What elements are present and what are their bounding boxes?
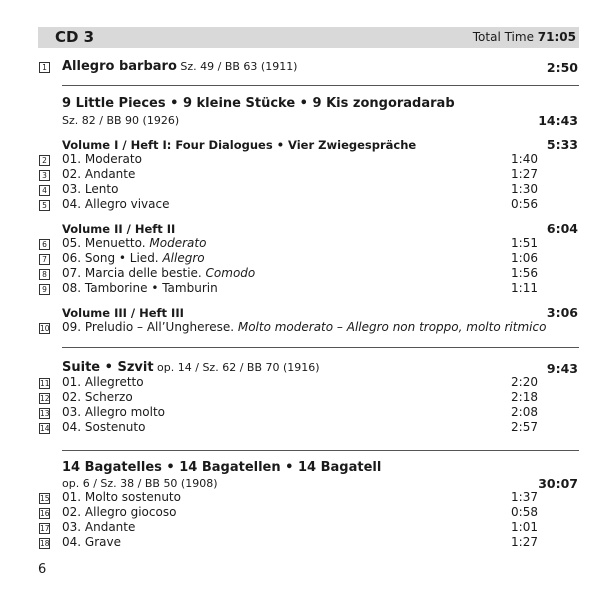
work-title: 14 Bagatelles • 14 Bagatellen • 14 Bagatell: [62, 460, 382, 475]
track-number: 2: [39, 155, 50, 166]
track-time: 1:11: [511, 281, 538, 295]
volume-time: 6:04: [546, 221, 578, 236]
work-time: 9:43: [546, 361, 578, 376]
track-title: 08. Tamborine • Tamburin: [62, 281, 218, 295]
track-number: 1: [39, 62, 50, 73]
work-catalog: op. 6 / Sz. 38 / BB 50 (1908): [62, 477, 218, 490]
track-title: 09. Preludio – All’Ungherese. Molto moderato – Allegro non troppo, molto ritmico: [62, 320, 547, 334]
volume-title: Volume II / Heft II: [62, 222, 176, 236]
track-number: 7: [39, 254, 50, 265]
track-number: 15: [40, 494, 50, 503]
track-time: 0:56: [511, 197, 538, 211]
track-number: 3: [39, 170, 50, 181]
cd-label: CD 3: [55, 28, 95, 46]
work-title: Allegro barbaro Sz. 49 / BB 63 (1911): [62, 59, 298, 74]
track-number: 4: [39, 185, 50, 196]
volume-title: Volume I / Heft I: Four Dialogues • Vier Zwiegespräche: [62, 138, 417, 152]
cd-header-bar: [38, 27, 579, 48]
track-title: 06. Song • Lied. Allegro: [62, 251, 205, 265]
track-number: 13: [40, 409, 50, 418]
track-number: 11: [40, 379, 50, 388]
track-time: 1:27: [511, 535, 538, 549]
track-time: 0:58: [511, 505, 538, 519]
divider: [62, 450, 579, 451]
track-title: 01. Moderato: [62, 152, 142, 166]
volume-time: 3:06: [546, 305, 578, 320]
track-title: 01. Allegretto: [62, 375, 144, 389]
track-number: 9: [39, 284, 50, 295]
divider: [62, 347, 579, 348]
track-number: 8: [39, 269, 50, 280]
track-title: 04. Sostenuto: [62, 420, 146, 434]
work-time: 30:07: [538, 476, 578, 491]
track-title: 02. Scherzo: [62, 390, 133, 404]
track-title: 01. Molto sostenuto: [62, 490, 181, 504]
work-time: 14:43: [538, 113, 578, 128]
work-title: Suite • Szvit op. 14 / Sz. 62 / BB 70 (1916): [62, 360, 320, 375]
track-number: 14: [40, 424, 50, 433]
track-time: 1:40: [511, 152, 538, 166]
track-time: 1:37: [511, 490, 538, 504]
total-time: Total Time 71:05: [472, 30, 576, 44]
track-title: 07. Marcia delle bestie. Comodo: [62, 266, 256, 280]
page-number: 6: [38, 562, 47, 577]
volume-time: 5:33: [546, 137, 578, 152]
track-title: 03. Allegro molto: [62, 405, 166, 419]
track-time: 1:56: [511, 266, 538, 280]
track-time: 2:08: [511, 405, 538, 419]
track-time: 1:01: [511, 520, 538, 534]
track-time: 2:20: [511, 375, 538, 389]
track-time: 2:57: [511, 420, 538, 434]
track-time: 1:51: [511, 236, 538, 250]
track-number: 5: [39, 200, 50, 211]
track-time: 1:27: [511, 167, 538, 181]
track-number: 17: [40, 524, 50, 533]
track-time: 2:18: [511, 390, 538, 404]
track-title: 03. Andante: [62, 520, 136, 534]
track-time: 1:06: [511, 251, 538, 265]
work-time: 2:50: [546, 60, 578, 75]
track-title: 05. Menuetto. Moderato: [62, 236, 207, 250]
track-number: 18: [40, 539, 50, 548]
track-number: 6: [39, 239, 50, 250]
track-title: 03. Lento: [62, 182, 119, 196]
work-catalog: Sz. 82 / BB 90 (1926): [62, 114, 180, 127]
track-title: 04. Allegro vivace: [62, 197, 170, 211]
track-number: 10: [40, 324, 50, 333]
track-title: 02. Andante: [62, 167, 136, 181]
track-number: 16: [40, 509, 50, 518]
volume-title: Volume III / Heft III: [62, 306, 184, 320]
work-title: 9 Little Pieces • 9 kleine Stücke • 9 Kis zongoradarab: [62, 96, 455, 111]
divider: [62, 85, 579, 86]
track-time: 1:30: [511, 182, 538, 196]
track-title: 02. Allegro giocoso: [62, 505, 177, 519]
track-title: 04. Grave: [62, 535, 121, 549]
track-number: 12: [40, 394, 50, 403]
